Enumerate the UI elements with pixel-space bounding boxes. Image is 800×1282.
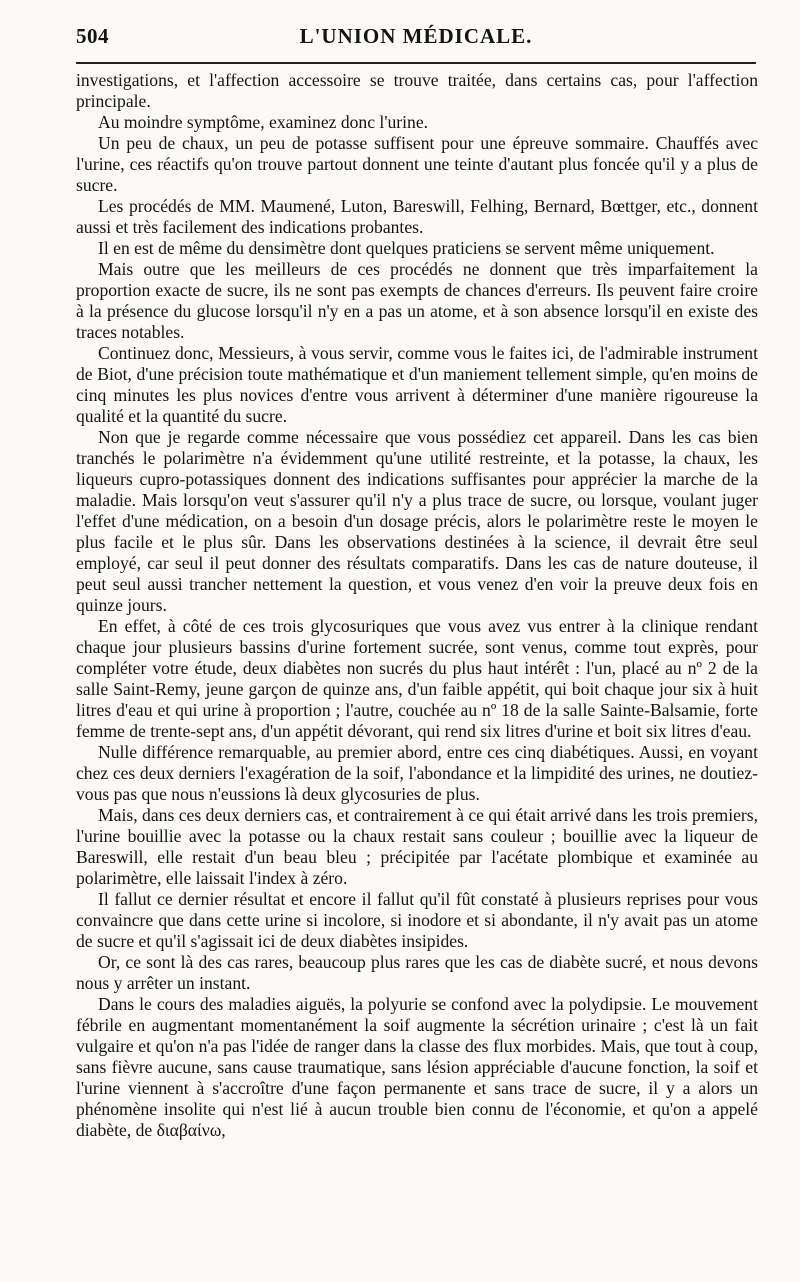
paragraph: investigations, et l'affection accessoire se trouve traitée, dans certains cas, pour l'affection principale. <box>76 70 758 111</box>
body-text <box>76 70 758 1141</box>
paragraph: Un peu de chaux, un peu de potasse suffisent pour une épreuve sommaire. Chauffés avec l'urine, ces réactifs qu'on trouve partout donnent une teinte d'autant plus foncée qu'il y a plus de sucre. <box>76 133 758 195</box>
paragraph: Mais, dans ces deux derniers cas, et contrairement à ce qui était arrivé dans les trois premiers, l'urine bouillie avec la potasse ou la chaux restait sans couleur ; bouillie avec la liqueur de Bareswill, elle restait d'un beau bleu ; précipitée par l'acétate plombique et examinée au polarimètre, elle laissait l'index à zéro. <box>76 805 758 888</box>
paragraph: Or, ce sont là des cas rares, beaucoup plus rares que les cas de diabète sucré, et nous devons nous y arrêter un instant. <box>76 952 758 993</box>
paragraph: Il fallut ce dernier résultat et encore il fallut qu'il fût constaté à plusieurs reprises pour vous convaincre que dans cette urine si incolore, si inodore et si abondante, il n'y avait pas un atome de sucre et qu'il s'agissait ici de deux diabètes insipides. <box>76 889 758 951</box>
paragraph: Les procédés de MM. Maumené, Luton, Bareswill, Felhing, Bernard, Bœttger, etc., donnent aussi et très facilement des indications probantes. <box>76 196 758 237</box>
paragraph: En effet, à côté de ces trois glycosuriques que vous avez vus entrer à la clinique rendant chaque jour plusieurs bassins d'urine fortement sucrée, sont venus, comme tout exprès, pour compléter votre étude, deux diabètes non sucrés du plus haut intérêt : l'un, placé au nº 2 de la salle Saint-Remy, jeune garçon de quinze ans, d'un faible appétit, qui boit chaque jour six à huit litres d'eau et qui urine à proportion ; l'autre, couchée au nº 18 de la salle Sainte-Balsamie, forte femme de trente-sept ans, d'un appétit dévorant, qui rend six litres d'urine et boit six litres d'eau. <box>76 616 758 741</box>
paragraph: Au moindre symptôme, examinez donc l'urine. <box>98 112 429 132</box>
paragraph: Nulle différence remarquable, au premier abord, entre ces cinq diabétiques. Aussi, en voyant chez ces deux derniers l'exagération de la soif, l'abondance et la limpidité des urines, ne doutiez-vous pas que nous n'eussions là deux glycosuries de plus. <box>76 742 758 804</box>
paragraph: Mais outre que les meilleurs de ces procédés ne donnent que très imparfaitement la proportion exacte de sucre, ils ne sont pas exempts de chances d'erreurs. Ils peuvent faire croire à la présence du glucose lorsqu'il n'y en a pas un atome, et à son absence lorsqu'il en existe des traces notables. <box>76 259 758 342</box>
paragraph: Dans le cours des maladies aiguës, la polyurie se confond avec la polydipsie. Le mouvement fébrile en augmentant momentanément la soif augmente la sécrétion urinaire ; c'est là un fait vulgaire et qu'on n'a pas l'idée de ranger dans la classe des flux morbides. Mais, que tout à coup, sans fièvre aucune, sans cause traumatique, sans lésion appréciable d'aucune fonction, la soif et l'urine viennent à s'accroître d'une façon permanente et sans trace de sucre, il y a alors un phénomène insolite qui n'est lié à aucun trouble bien connu de l'économie, et qu'on a appelé diabète, de διαβαίνω, <box>76 994 758 1140</box>
paragraph: Continuez donc, Messieurs, à vous servir, comme vous le faites ici, de l'admirable instrument de Biot, d'une précision toute mathématique et d'un maniement tellement simple, qu'en moins de cinq minutes les plus novices d'entre vous arrivent à déterminer d'une manière rigoureuse la qualité et la quantité du sucre. <box>76 343 758 426</box>
page-number: 504 <box>76 24 109 48</box>
paragraph: Il en est de même du densimètre dont quelques praticiens se servent même uniquement. <box>98 238 715 258</box>
header-rule <box>76 62 756 64</box>
page-header <box>76 20 756 50</box>
running-title: L'UNION MÉDICALE. <box>299 24 533 48</box>
paragraph: Non que je regarde comme nécessaire que vous possédiez cet appareil. Dans les cas bien tranchés le polarimètre n'a évidemment qu'une utilité restreinte, et la potasse, la chaux, les liqueurs cupro-potassiques donnent des indications suffisantes pour apprécier la marche de la maladie. Mais lorsqu'on veut s'assurer qu'il n'y a plus trace de sucre, ou lorsque, voulant juger l'effet d'une médication, on a besoin d'un dosage précis, alors le polarimètre reste le moyen le plus facile et le plus sûr. Dans les observations destinées à la science, il devrait être seul employé, car seul il peut donner des résultats comparatifs. Dans les cas de nature douteuse, il peut seul aussi trancher nettement la question, et vous venez d'en voir la preuve deux fois en quinze jours. <box>76 427 758 615</box>
